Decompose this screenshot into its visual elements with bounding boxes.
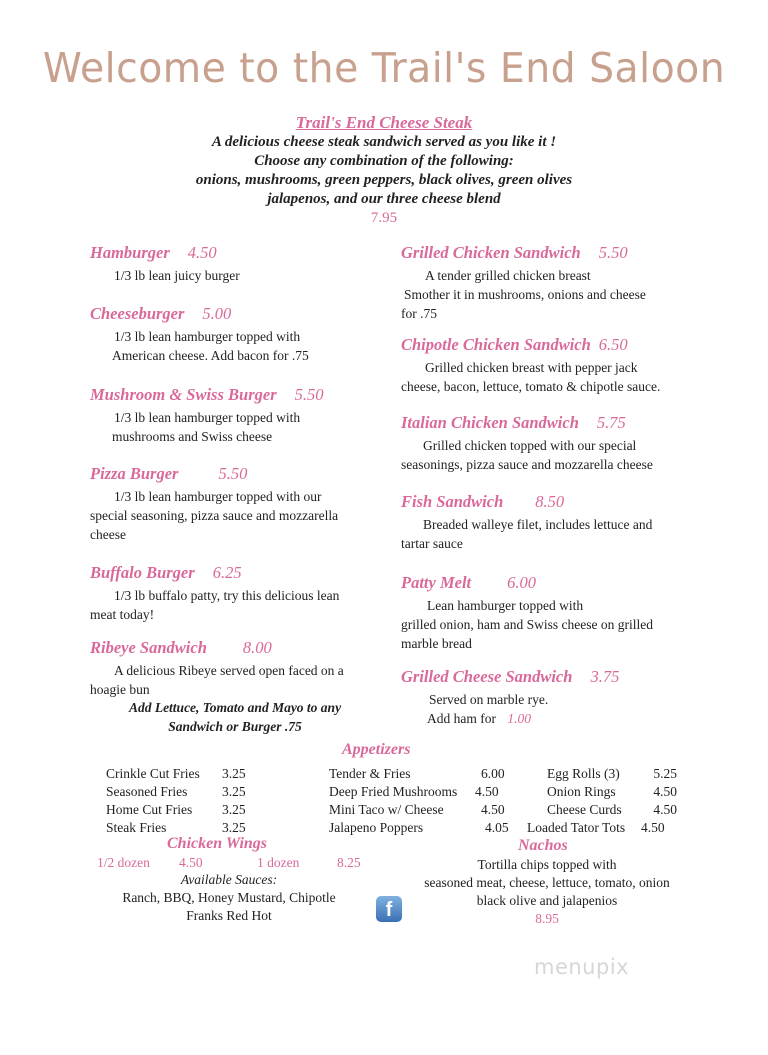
item-addon bbox=[401, 709, 701, 728]
appetizer-price: 3.25 bbox=[222, 784, 246, 799]
item-price: 5.00 bbox=[202, 304, 232, 323]
feature-line: Choose any combination of the following: bbox=[254, 153, 514, 169]
item-desc: meat today! bbox=[90, 607, 155, 622]
item-desc: 1/3 lb lean juicy burger bbox=[114, 268, 240, 283]
appetizer-price: 3.25 bbox=[222, 820, 246, 835]
appetizers-col-2 bbox=[329, 765, 515, 837]
appetizer-price: 4.50 bbox=[653, 802, 677, 817]
wings-dozen-price: 8.25 bbox=[337, 855, 361, 870]
addon-label: Add ham for bbox=[427, 711, 496, 726]
item-desc: hoagie bun bbox=[90, 682, 150, 697]
appetizer-name: Egg Rolls (3) bbox=[547, 766, 620, 781]
appetizer-price: 4.50 bbox=[481, 802, 505, 817]
appetizer-price: 4.50 bbox=[641, 820, 665, 835]
appetizer-name: Deep Fried Mushrooms bbox=[329, 784, 458, 799]
item-price: 3.75 bbox=[590, 667, 620, 686]
item-desc: cheese, bacon, lettuce, tomato & chipotle sauce. bbox=[401, 379, 661, 394]
item-desc: A tender grilled chicken breast bbox=[425, 268, 591, 283]
note-line: Add Lettuce, Tomato and Mayo to any bbox=[128, 700, 342, 715]
item-desc: grilled onion, ham and Swiss cheese on grilled bbox=[401, 617, 653, 632]
appetizer-price: 4.50 bbox=[653, 784, 677, 799]
item-desc: for .75 bbox=[401, 306, 437, 321]
nachos-line: Tortilla chips topped with bbox=[477, 857, 617, 872]
wings-title: Chicken Wings bbox=[167, 835, 268, 852]
item-price: 4.50 bbox=[187, 243, 217, 262]
item-name: Mushroom & Swiss Burger bbox=[90, 385, 277, 404]
menu-item-ribeye-sandwich bbox=[90, 638, 390, 699]
item-desc: Grilled chicken topped with our special bbox=[423, 438, 637, 453]
appetizer-row bbox=[106, 765, 252, 783]
appetizer-row bbox=[527, 783, 677, 801]
item-desc: Breaded walleye filet, includes lettuce and bbox=[423, 517, 653, 532]
wings-prices bbox=[97, 854, 367, 872]
appetizer-row bbox=[527, 765, 677, 783]
appetizer-name: Jalapeno Poppers bbox=[329, 820, 424, 835]
sauces-line: Ranch, BBQ, Honey Mustard, Chipotle bbox=[122, 890, 336, 905]
appetizer-price: 3.25 bbox=[222, 766, 246, 781]
appetizer-row bbox=[527, 819, 677, 837]
appetizer-row bbox=[527, 801, 677, 819]
item-desc: 1/3 lb lean hamburger topped with bbox=[114, 410, 301, 425]
nachos-price: 8.95 bbox=[535, 911, 559, 926]
item-name: Grilled Cheese Sandwich bbox=[401, 667, 573, 686]
menu-item-fish-sandwich bbox=[401, 492, 701, 553]
item-desc: American cheese. Add bacon for .75 bbox=[112, 348, 309, 363]
appetizer-name: Loaded Tator Tots bbox=[527, 820, 626, 835]
nachos-title: Nachos bbox=[518, 837, 568, 854]
item-name: Cheeseburger bbox=[90, 304, 185, 323]
appetizer-row bbox=[329, 819, 515, 837]
item-name: Italian Chicken Sandwich bbox=[401, 413, 579, 432]
appetizer-name: Steak Fries bbox=[106, 820, 167, 835]
appetizer-name: Tender & Fries bbox=[329, 766, 411, 781]
appetizer-price: 3.25 bbox=[222, 802, 246, 817]
facebook-icon[interactable]: f bbox=[376, 896, 402, 922]
feature-line: jalapenos, and our three cheese blend bbox=[267, 191, 501, 207]
item-desc: Grilled chicken breast with pepper jack bbox=[425, 360, 638, 375]
appetizer-row bbox=[106, 801, 252, 819]
item-price: 5.50 bbox=[294, 385, 324, 404]
appetizer-name: Cheese Curds bbox=[547, 802, 622, 817]
sauces-label: Available Sauces: bbox=[180, 872, 278, 887]
menu-item-mushroom-swiss-burger bbox=[90, 385, 390, 446]
menu-item-hamburger bbox=[90, 243, 390, 285]
appetizer-name: Crinkle Cut Fries bbox=[106, 766, 200, 781]
feature-cheese-steak bbox=[0, 113, 768, 228]
wings-half-price: 4.50 bbox=[179, 855, 203, 870]
appetizer-row bbox=[106, 783, 252, 801]
item-price: 8.50 bbox=[535, 492, 565, 511]
appetizer-price: 5.25 bbox=[653, 766, 677, 781]
appetizer-row bbox=[329, 783, 515, 801]
item-price: 6.25 bbox=[212, 563, 242, 582]
menu-item-buffalo-burger bbox=[90, 563, 390, 624]
item-desc: cheese bbox=[90, 527, 126, 542]
item-desc: Served on marble rye. bbox=[429, 692, 549, 707]
menu-item-cheeseburger bbox=[90, 304, 390, 365]
item-desc: 1/3 lb lean hamburger topped with our bbox=[114, 489, 322, 504]
feature-price: 7.95 bbox=[370, 210, 398, 226]
appetizer-price: 4.05 bbox=[485, 820, 509, 835]
appetizer-name: Home Cut Fries bbox=[106, 802, 193, 817]
appetizers-col-1 bbox=[106, 765, 252, 837]
appetizer-name: Mini Taco w/ Cheese bbox=[329, 802, 444, 817]
appetizer-row bbox=[329, 801, 515, 819]
item-name: Ribeye Sandwich bbox=[90, 638, 207, 657]
appetizer-name: Onion Rings bbox=[547, 784, 616, 799]
item-desc: Smother it in mushrooms, onions and cheese bbox=[404, 287, 646, 302]
note-line: Sandwich or Burger .75 bbox=[168, 719, 302, 734]
watermark: menupix bbox=[534, 955, 630, 979]
sauces-line: Franks Red Hot bbox=[186, 908, 272, 923]
item-desc: seasonings, pizza sauce and mozzarella cheese bbox=[401, 457, 653, 472]
wings-sauces bbox=[96, 871, 362, 925]
appetizer-name: Seasoned Fries bbox=[106, 784, 188, 799]
item-desc: Lean hamburger topped with bbox=[427, 598, 584, 613]
item-name: Fish Sandwich bbox=[401, 492, 504, 511]
appetizer-row bbox=[329, 765, 515, 783]
nachos-desc bbox=[404, 856, 690, 928]
item-name: Chipotle Chicken Sandwich bbox=[401, 335, 591, 354]
page-title: Welcome to the Trail's End Saloon bbox=[42, 44, 726, 92]
menu-item-pizza-burger bbox=[90, 464, 390, 544]
menu-item-grilled-chicken-sandwich bbox=[401, 243, 701, 323]
appetizer-price: 4.50 bbox=[475, 784, 499, 799]
item-price: 5.50 bbox=[598, 243, 628, 262]
nachos-line: seasoned meat, cheese, lettuce, tomato, onion bbox=[424, 875, 670, 890]
item-price: 6.50 bbox=[598, 335, 628, 354]
item-desc: 1/3 lb buffalo patty, try this delicious lean bbox=[114, 588, 340, 603]
wings-half-label: 1/2 dozen bbox=[97, 855, 150, 870]
item-desc: tartar sauce bbox=[401, 536, 463, 551]
item-desc: marble bread bbox=[401, 636, 472, 651]
feature-line: A delicious cheese steak sandwich served as you like it ! bbox=[211, 134, 557, 150]
item-price: 8.00 bbox=[242, 638, 272, 657]
appetizers-col-3 bbox=[527, 765, 677, 837]
menu-item-chipotle-chicken-sandwich bbox=[401, 335, 701, 396]
item-name: Patty Melt bbox=[401, 573, 472, 592]
item-name: Hamburger bbox=[90, 243, 170, 262]
menu-item-patty-melt bbox=[401, 573, 701, 653]
menu-item-grilled-cheese-sandwich bbox=[401, 667, 701, 728]
item-desc: mushrooms and Swiss cheese bbox=[112, 429, 273, 444]
item-desc: 1/3 lb lean hamburger topped with bbox=[114, 329, 301, 344]
feature-title: Trail's End Cheese Steak bbox=[295, 113, 473, 132]
wings-dozen-label: 1 dozen bbox=[257, 855, 300, 870]
menu-item-italian-chicken-sandwich bbox=[401, 413, 701, 474]
item-name: Grilled Chicken Sandwich bbox=[401, 243, 581, 262]
appetizers-title: Appetizers bbox=[342, 741, 411, 758]
item-desc: special seasoning, pizza sauce and mozzarella bbox=[90, 508, 339, 523]
item-price: 6.00 bbox=[507, 573, 536, 592]
appetizer-price: 6.00 bbox=[481, 766, 505, 781]
item-name: Buffalo Burger bbox=[90, 563, 195, 582]
addon-price: 1.00 bbox=[507, 711, 531, 726]
add-toppings-note bbox=[90, 698, 380, 736]
item-price: 5.75 bbox=[596, 413, 626, 432]
item-desc: A delicious Ribeye served open faced on a bbox=[114, 663, 344, 678]
item-name: Pizza Burger bbox=[90, 464, 179, 483]
nachos-line: black olive and jalapenios bbox=[476, 893, 618, 908]
item-price: 5.50 bbox=[218, 464, 248, 483]
feature-line: onions, mushrooms, green peppers, black olives, green olives bbox=[195, 172, 573, 188]
